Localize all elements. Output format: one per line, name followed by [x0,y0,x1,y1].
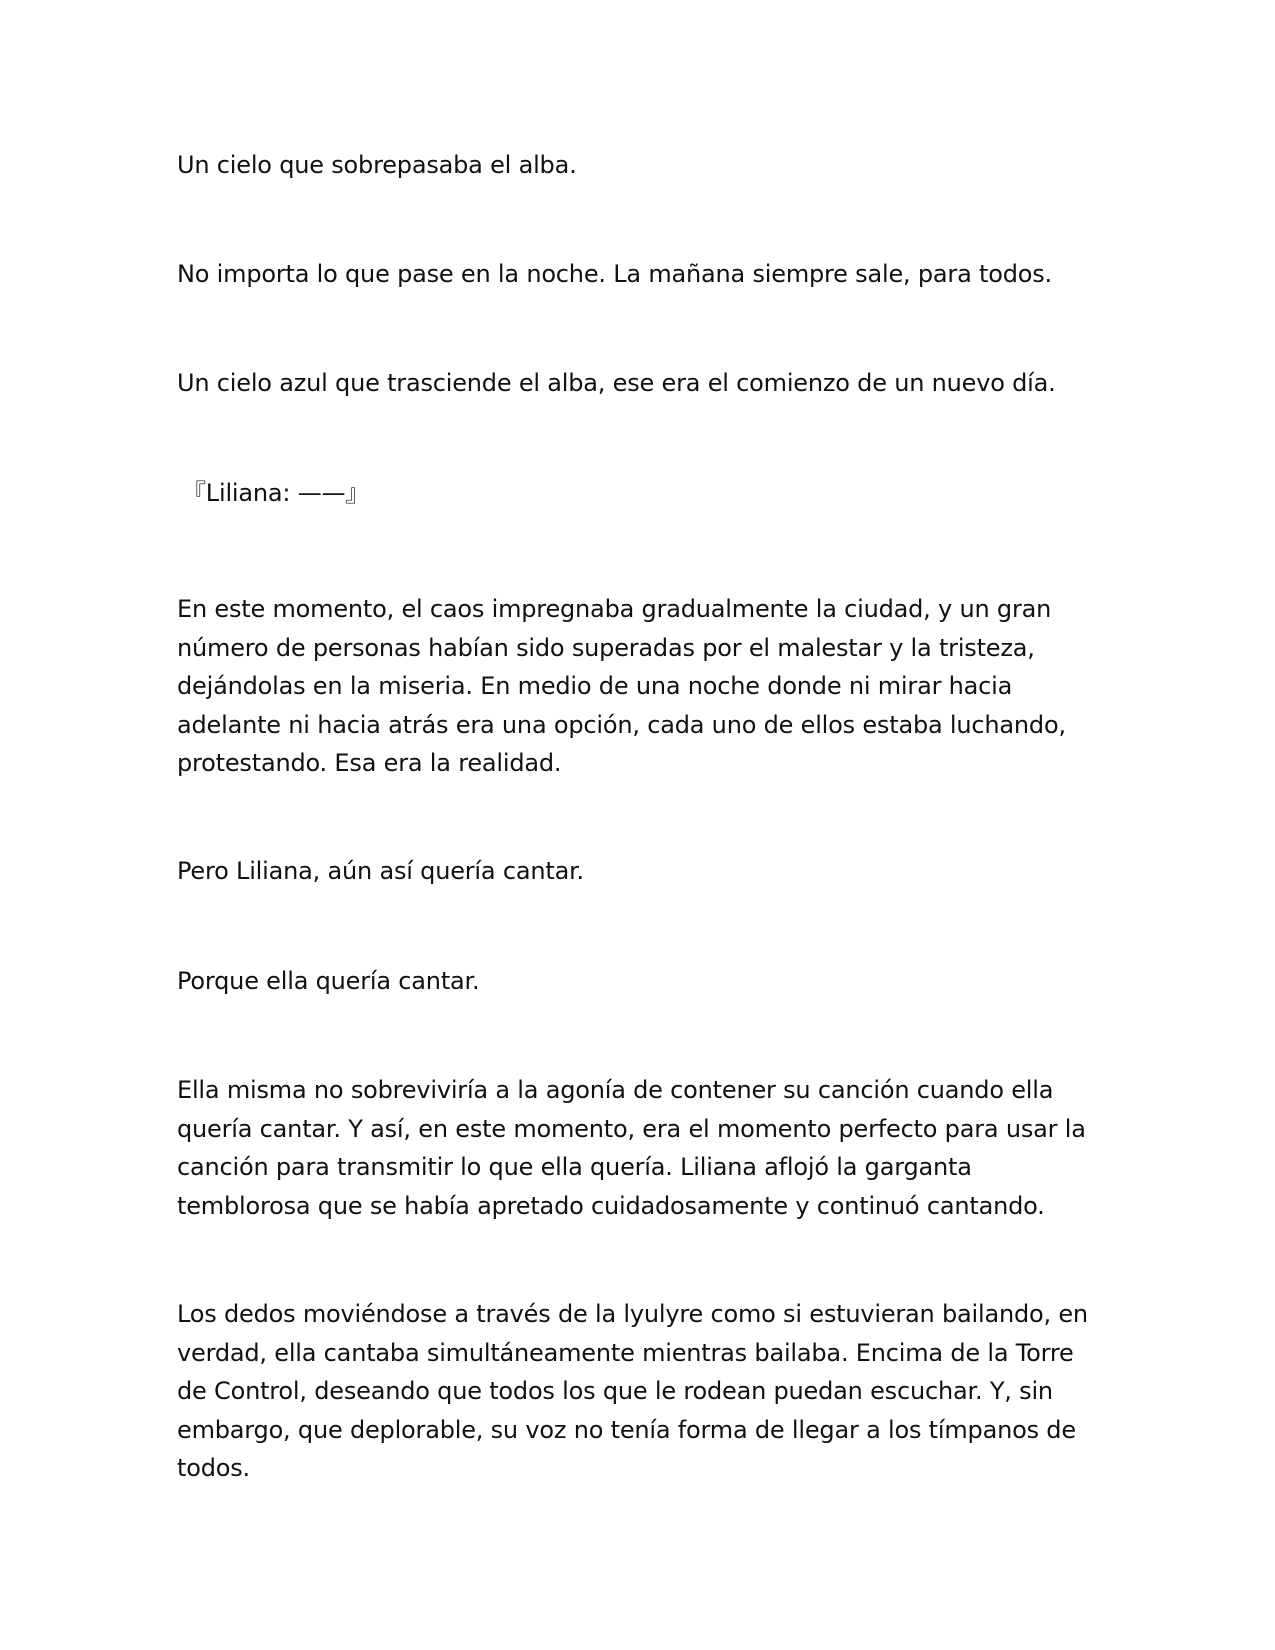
paragraph-9: Los dedos moviéndose a través de la lyulyre como si estuvieran bailando, en verdad, ella cantaba simultáneamente mientras bailaba. Encima de la Torre de Control, deseando que todos los que le rodean puedan escuchar. Y, sin embargo, que deplorable, su voz no tenía forma de llegar a los tímpanos de todos. [177,1300,1096,1482]
paragraph-3: Un cielo azul que trasciende el alba, ese era el comienzo de un nuevo día. [177,369,1056,397]
paragraph-2: No importa lo que pase en la noche. La mañana siempre sale, para todos. [177,260,1052,288]
paragraph-7: Porque ella quería cantar. [177,967,480,995]
dialogue-line: 『Liliana: ——』 [182,479,370,507]
paragraph-8: Ella misma no sobreviviría a la agonía de contener su canción cuando ella quería cantar. Y así, en este momento, era el momento perfecto para usar la canción para transmitir lo que ella quería. Liliana aflojó la garganta temblorosa que se había apretado cuidadosamente y continuó cantando. [177,1076,1094,1220]
paragraph-6: Pero Liliana, aún así quería cantar. [177,857,584,885]
paragraph-5: En este momento, el caos impregnaba gradualmente la ciudad, y un gran número de personas habían sido superadas por el malestar y la tristeza, dejándolas en la miseria. En medio de una noche donde ni mirar hacia adelante ni hacia atrás era una opción, cada uno de ellos estaba luchando, protestando. Esa era la realidad. [177,595,1074,777]
paragraph-1: Un cielo que sobrepasaba el alba. [177,151,577,179]
